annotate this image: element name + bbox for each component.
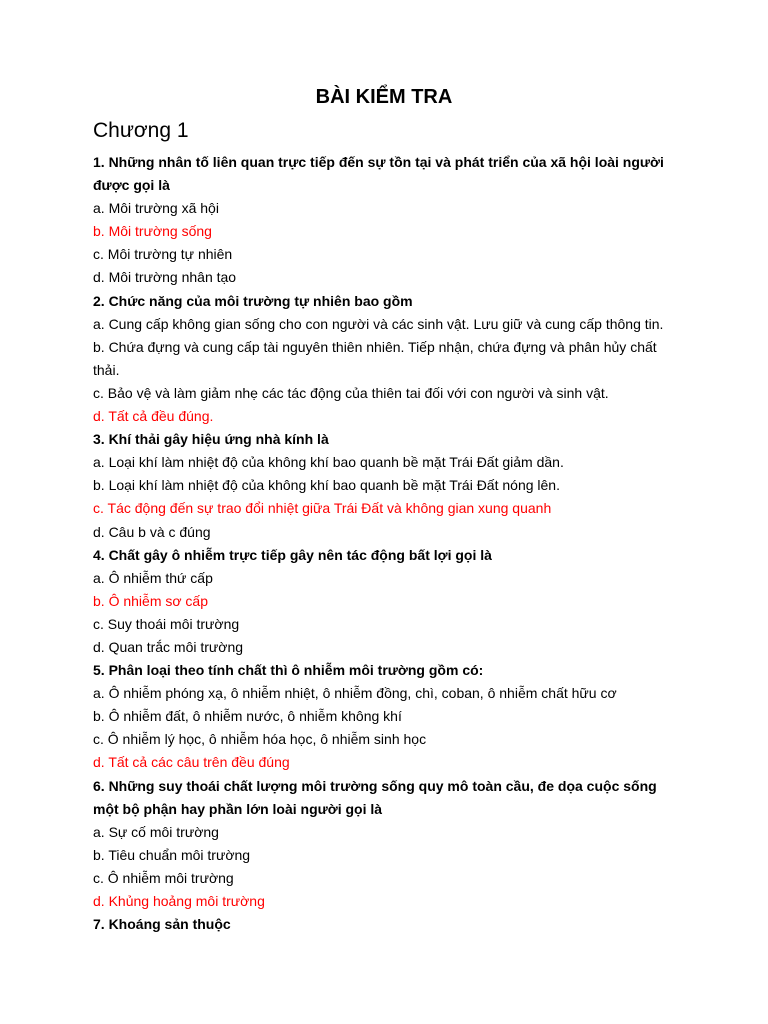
answer-option: a. Ô nhiễm phóng xạ, ô nhiễm nhiệt, ô nhiễm đồng, chì, coban, ô nhiễm chất hữu cơ <box>93 685 617 702</box>
answer-option: a. Loại khí làm nhiệt độ của không khí bao quanh bề mặt Trái Đất giảm dần. <box>93 454 564 471</box>
answer-option: d. Quan trắc môi trường <box>93 638 244 655</box>
chapter-heading: Chương 1 <box>93 119 189 142</box>
question-3: 3. Khí thải gây hiệu ứng nhà kính là <box>93 431 329 448</box>
answer-option: b. Loại khí làm nhiệt độ của không khí bao quanh bề mặt Trái Đất nóng lên. <box>93 477 560 494</box>
answer-option: c. Bảo vệ và làm giảm nhẹ các tác động của thiên tai đối với con người và sinh vật. <box>93 384 609 401</box>
answer-option-correct: b. Môi trường sống <box>93 223 212 240</box>
question-list <box>93 151 683 936</box>
answer-option: b. Tiêu chuẩn môi trường <box>93 846 251 863</box>
answer-option: a. Ô nhiễm thứ cấp <box>93 569 213 586</box>
answer-option: c. Ô nhiễm lý học, ô nhiễm hóa học, ô nhiễm sinh học <box>93 731 427 748</box>
question-2: 2. Chức năng của môi trường tự nhiên bao gồm <box>93 292 413 309</box>
answer-option-correct: d. Tất cả đều đúng. <box>93 408 214 425</box>
question-4: 4. Chất gây ô nhiễm trực tiếp gây nên tác động bất lợi gọi là <box>93 546 492 563</box>
answer-option-correct: d. Tất cả các câu trên đều đúng <box>93 754 290 771</box>
answer-option: c. Ô nhiễm môi trường <box>93 869 234 886</box>
question-6: 6. Những suy thoái chất lượng môi trường sống quy mô toàn cầu, đe dọa cuộc sống một bộ phận hay phần lớn loài người gọi là <box>93 777 657 817</box>
question-7: 7. Khoáng sản thuộc <box>93 916 231 933</box>
answer-option-correct: d. Khủng hoảng môi trường <box>93 893 265 909</box>
answer-option: a. Cung cấp không gian sống cho con người và các sinh vật. Lưu giữ và cung cấp thông tin. <box>93 315 664 332</box>
answer-option: a. Sự cố môi trường <box>93 823 219 840</box>
document-title: BÀI KIỂM TRA <box>315 86 453 108</box>
answer-option: b. Ô nhiễm đất, ô nhiễm nước, ô nhiễm không khí <box>93 708 402 725</box>
answer-option: c. Môi trường tự nhiên <box>93 246 233 263</box>
answer-option: d. Môi trường nhân tạo <box>93 269 237 286</box>
answer-option-correct: c. Tác động đến sự trao đổi nhiệt giữa Trái Đất và không gian xung quanh <box>93 500 552 517</box>
answer-option: c. Suy thoái môi trường <box>93 615 240 632</box>
answer-option: b. Chứa đựng và cung cấp tài nguyên thiên nhiên. Tiếp nhận, chứa đựng và phân hủy chất thải. <box>93 338 657 378</box>
answer-option-correct: b. Ô nhiễm sơ cấp <box>93 592 209 609</box>
question-5: 5. Phân loại theo tính chất thì ô nhiễm môi trường gồm có: <box>93 662 484 679</box>
question-1: 1. Những nhân tố liên quan trực tiếp đến sự tồn tại và phát triển của xã hội loài người được gọi là <box>93 154 664 194</box>
answer-option: d. Câu b và c đúng <box>93 523 211 540</box>
answer-option: a. Môi trường xã hội <box>93 200 219 217</box>
